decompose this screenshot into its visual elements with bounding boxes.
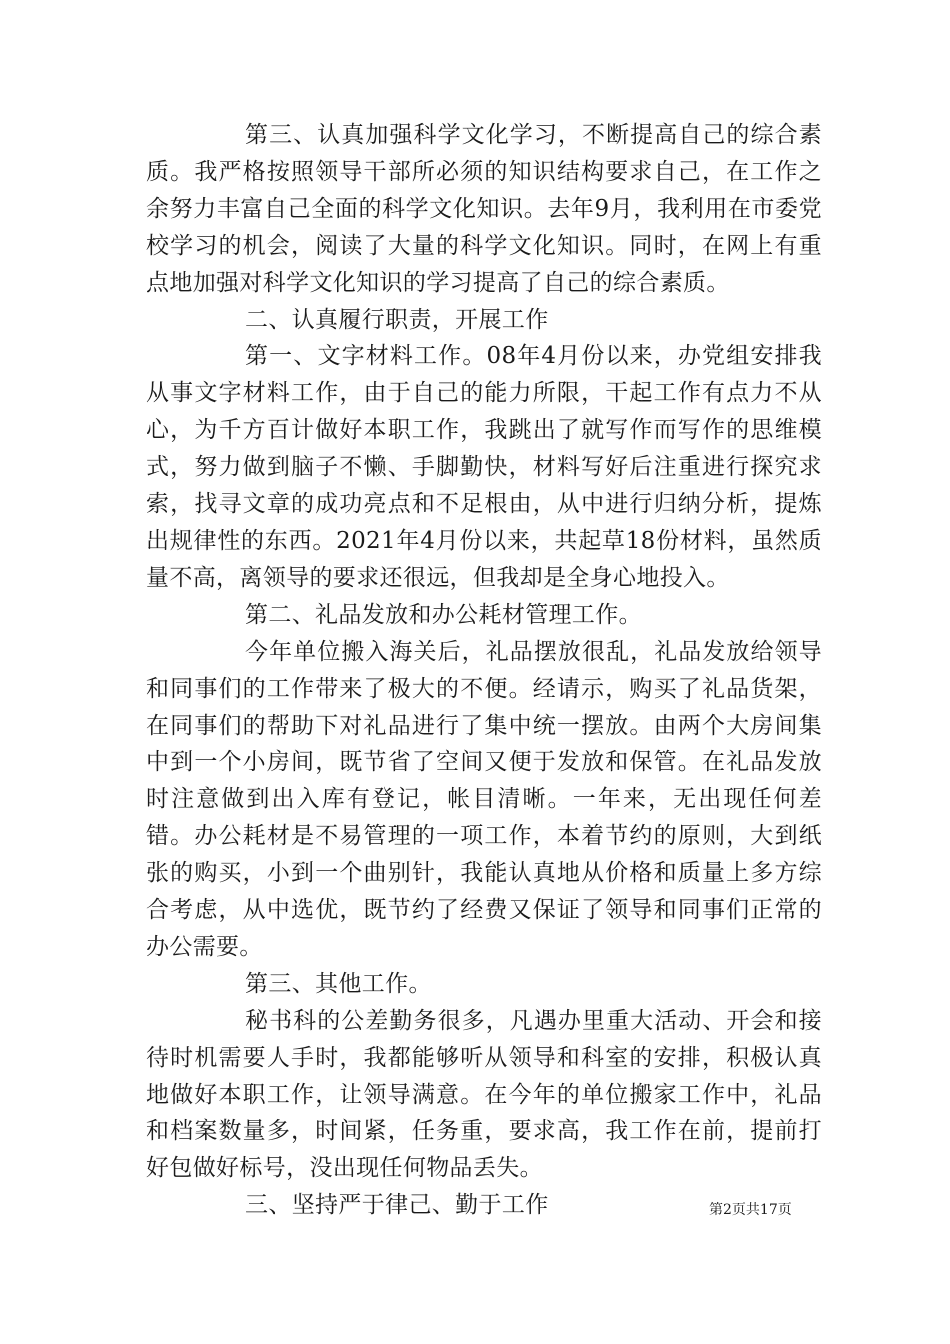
paragraph-other-work: 秘书科的公差勤务很多，凡遇办里重大活动、开会和接待时机需要人手时，我都能够听从领导和科室的安排，积极认真地做好本职工作，让领导满意。在今年的单位搬家工作中，礼品和档案数量多，时间紧，任务重，要求高，我工作在前，提前打好包做好标号，没出现任何物品丢失。 bbox=[146, 1007, 822, 1182]
document-body bbox=[146, 117, 822, 1224]
page-number: 第2页共17页 bbox=[709, 1202, 792, 1218]
paragraph-science-study: 第三、认真加强科学文化学习，不断提高自己的综合素质。我严格按照领导干部所必须的知识结构要求自己，在工作之余努力丰富自己全面的科学文化知识。去年9月，我利用在市委党校学习的机会，阅读了大量的科学文化知识。同时，在网上有重点地加强对科学文化知识的学习提高了自己的综合素质。 bbox=[146, 122, 822, 296]
section-heading-discipline: 三、坚持严于律己、勤于工作 bbox=[245, 1192, 549, 1219]
section-heading-duties: 二、认真履行职责，开展工作 bbox=[245, 306, 549, 333]
paragraph-gifts-supplies: 今年单位搬入海关后，礼品摆放很乱，礼品发放给领导和同事们的工作带来了极大的不便。经请示，购买了礼品货架，在同事们的帮助下对礼品进行了集中统一摆放。由两个大房间集中到一个小房间，既节省了空间又便于发放和保管。在礼品发放时注意做到出入库有登记，帐目清晰。一年来，无出现任何差错。办公耗材是不易管理的一项工作，本着节约的原则，大到纸张的购买，小到一个曲别针，我能认真地从价格和质量上多方综合考虑，从中选优，既节约了经费又保证了领导和同事们正常的办公需要。 bbox=[146, 638, 822, 960]
subheading-gifts-supplies: 第二、礼品发放和办公耗材管理工作。 bbox=[245, 601, 642, 628]
paragraph-writing-work: 第一、文字材料工作。08年4月份以来，办党组安排我从事文字材料工作，由于自己的能力所限，干起工作有点力不从心，为千方百计做好本职工作，我跳出了就写作而写作的思维模式，努力做到脑子不懒、手脚勤快，材料写好后注重进行探究求索，找寻文章的成功亮点和不足根由，从中进行归纳分析，提炼出规律性的东西。2021年4月份以来，共起草18份材料，虽然质量不高，离领导的要求还很远，但我却是全身心地投入。 bbox=[146, 343, 822, 591]
subheading-other-work: 第三、其他工作。 bbox=[245, 970, 432, 997]
